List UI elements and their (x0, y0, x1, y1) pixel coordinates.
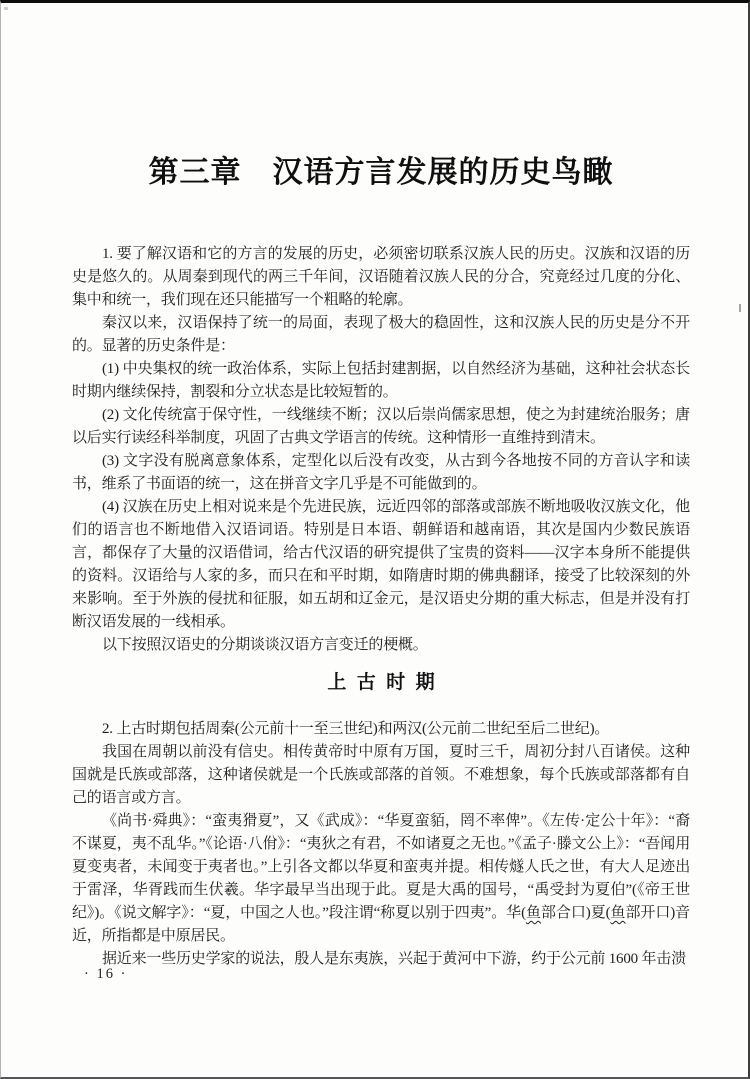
quote-text-c: 部开口)音近，所指都是中原居民。 (72, 905, 690, 944)
page-number: · 16 · (84, 966, 128, 982)
paragraph-qinhan: 秦汉以来，汉语保持了统一的局面，表现了极大的稳固性，这和汉族人民的历史是分不开的。显著的历史条件是： (72, 315, 690, 354)
paragraph-condition-2: (2) 文化传统富于保守性，一线继续不断；汉以后崇尚儒家思想，使之为封建统治服务；唐以后实行读经科举制度，巩固了古典文学语言的传统。这种情形一直维持到清末。 (72, 407, 690, 446)
scan-artifact-speck (4, 7, 8, 10)
paragraph-zhou-dynasty: 我国在周朝以前没有信史。相传黄帝时中原有万国，夏时三千，周初分封八百诸侯。这种国就是氏族或部落，这种诸侯就是一个氏族或部落的首领。不难想象，每个氏族或部落都有自己的语言或方言。 (72, 744, 690, 806)
paragraph-closing: 据近来一些历史学家的说法，殷人是东夷族，兴起于黄河中下游，约于公元前 1600 年击溃 (102, 951, 686, 967)
chapter-title: 第三章 汉语方言发展的历史鸟瞰 (148, 156, 614, 189)
emphasized-char-yu-2: 鱼 (610, 905, 626, 921)
paragraph-condition-4: (4) 汉族在历史上相对说来是个先进民族，远近四邻的部落或部族不断地吸收汉族文化，他们的语言也不断地借入汉语词语。特别是日本语、朝鲜语和越南语，其次是国内少数民族语言，都保存了大量的汉语借词，给古代汉语的研究提供了宝贵的资料——汉字本身所不能提供的资料。汉语给与人家的多，而只在和平时期，如隋唐时期的佛典翻译，接受了比较深刻的外来影响。至于外族的侵扰和征服，如五胡和辽金元，是汉语史分期的重大标志，但是并没有打断汉语发展的一线相承。 (72, 499, 690, 630)
paragraph-condition-3: (3) 文字没有脱离意象体系，定型化以后没有改变，从古到今各地按不同的方音认字和读书，维系了书面语的统一，这在拼音文字几乎是不可能做到的。 (72, 453, 690, 492)
paragraph-classic-quotes (72, 810, 690, 948)
paragraph-intro: 1. 要了解汉语和它的方言的发展的历史，必须密切联系汉族人民的历史。汉族和汉语的历史是悠久的。从周秦到现代的两三千年间，汉语随着汉族人民的分合，究竟经过几度的分化、集中和统一，我们现在还只能描写一个粗略的轮廓。 (72, 246, 690, 308)
section-heading: 上古时期 (327, 672, 446, 693)
page-body (72, 243, 690, 971)
quote-text-b: 部合口)夏( (540, 905, 611, 921)
paragraph-transition: 以下按照汉语史的分期谈谈汉语方言变迁的梗概。 (102, 637, 428, 653)
paragraph-period-def: 2. 上古时期包括周秦(公元前十一至三世纪)和两汉(公元前二世纪至后二世纪)。 (102, 721, 610, 737)
scan-artifact-mark (739, 304, 741, 312)
emphasized-char-yu-1: 鱼 (525, 905, 541, 921)
paragraph-condition-1: (1) 中央集权的统一政治体系，实际上包括封建割据，以自然经济为基础，这种社会状态长时期内继续保持，割裂和分立状态是比较短暂的。 (72, 361, 690, 400)
quote-text-a: 《尚书·舜典》：“蛮夷猾夏”，又《武成》：“华夏蛮貊，罔不率俾”。《左传·定公十年》：“裔不谋夏，夷不乱华。”《论语·八佾》：“夷狄之有君，不如诸夏之无也。”《孟子·滕文公上》：“吾闻用夏变夷者，未闻变于夷者也。”上引各文都以华夏和蛮夷并提。相传燧人氏之世，有大人足迹出于雷泽，华胥践而生伏羲。华字最早当出现于此。夏是大禹的国号，“禹受封为夏伯”(《帝王世纪》)。《说文解字》：“夏，中国之人也。”段注谓“称夏以别于四夷”。华( (72, 813, 690, 921)
